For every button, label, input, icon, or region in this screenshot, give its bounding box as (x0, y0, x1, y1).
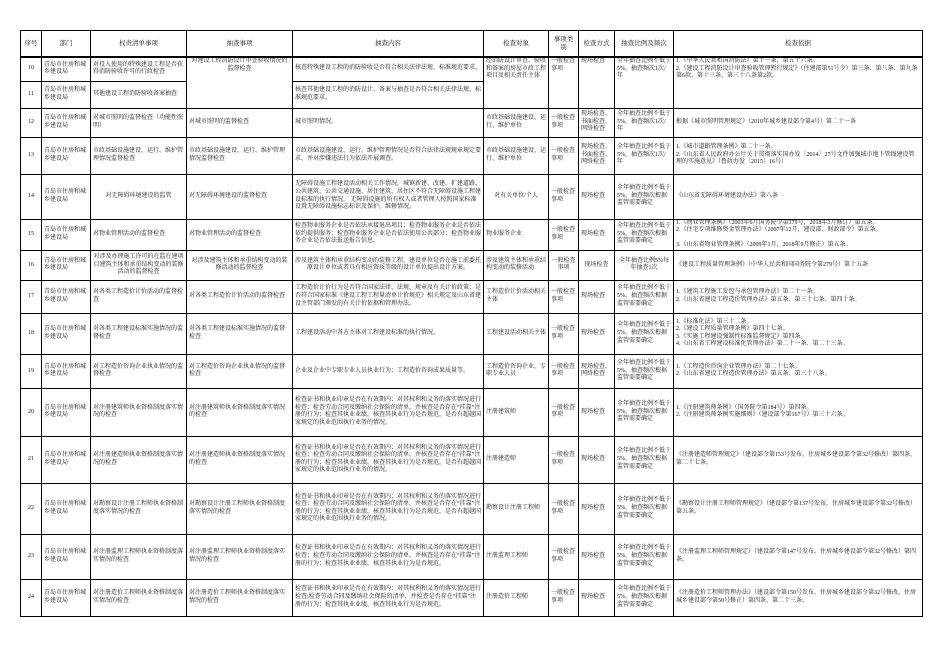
cell-check: 对涉及建筑主体和承重结构变动的装修活动的监督检查 (187, 250, 293, 280)
cell-method: 现场检查 (579, 313, 615, 354)
cell-basis: 1.《城市道路管理条例》第二十一条。 2.《山东省人民政府办公厅关于贯彻落实国办发〔2014〕27号文件加强城市地下管线建设管理的实施意见》（鲁政办发〔2015〕16号） (674, 137, 923, 174)
cell-target: 注册造价工程师 (484, 579, 549, 616)
cell-content: 城市照明情况。 (293, 108, 484, 137)
cell-check: 对注册造价工程师执业资格制度落实情况的检查 (187, 579, 293, 616)
cell-dept: 青岛市住房和城乡建设局 (42, 534, 91, 579)
cell-item: 对工程造价咨询企业执业情况的监督检查 (91, 354, 187, 388)
cell-basis: 《勘察设计注册工程师管理规定》（建设部令第137号发布，住房城乡建设部令第32号修改）第五条。 (674, 483, 923, 534)
cell-content: 涉及建筑主体和承重结构变动的装修工程，建设单位是否在施工前委托原设计单位或者具有相应资质等级的设计单位提出设计方案。 (293, 250, 484, 280)
table-row (21, 483, 923, 534)
cell-dept: 青岛市住房和城乡建设局 (42, 313, 91, 354)
cell-dept: 青岛市住房和城乡建设局 (42, 280, 91, 313)
cell-content: 核查其他建设工程的消防设计、备案与抽查是否符合相关法律法规、标准规范要求。 (293, 81, 484, 108)
cell-check: 对建设工程消防设计审查验收情况的监督检查 (187, 57, 293, 108)
cell-method: 现场检查、网络检查 (579, 354, 615, 388)
cell-type: 一般检查事项 (549, 57, 579, 108)
cell-target: 对有关单位/个人 (484, 174, 549, 219)
cell-item: 对城市照明的监督检查（功能性照明） (91, 108, 187, 137)
cell-check: 对工程造价咨询企业执业情况的监督检查 (187, 354, 293, 388)
cell-ratio: 全年抽查比例不低于5%，抽查频次1次/年 (615, 137, 674, 174)
cell-item: 对投入使用的特殊建设工程是否获得消防验收许可的行政检查 (91, 57, 187, 81)
table-row (21, 436, 923, 483)
cell-type: 一般检查事项 (549, 388, 579, 436)
cell-target: 工程造价咨询企业、专职专业人员 (484, 354, 549, 388)
table-row (21, 313, 923, 354)
cell-basis: 1.《工程造价咨询企业管理办法》第二十七条。 2.《山东省建设工程造价管理办法》第五条、第三十八条。 (674, 354, 923, 388)
table-row (21, 354, 923, 388)
cell-type: 一般检查事项 (549, 579, 579, 616)
cell-item: 对各类工程造价计价活动的监督检查 (91, 280, 187, 313)
cell-content: 企业及企业中专职专业人员执业行为；工程造价咨询成果质量等。 (293, 354, 484, 388)
table-row (21, 388, 923, 436)
cell-no: 15 (21, 219, 42, 250)
cell-item: 对注册造价工程师执业资格制度落实情况的检查 (91, 579, 187, 616)
cell-basis: 1.《标准化法》第三十二条。 2.《建设工程质量管理条例》第四十七条。 3.《实施工程建设强制性标准监督规定》第四条。 4.《山东省工程建设标准化管理办法》第二十一条、第二十三条。 (674, 313, 923, 354)
cell-check: 对无障碍环境建设的监督检查 (187, 174, 293, 219)
cell-target: 涉及建筑主体和承重结构变动的装修活动 (484, 250, 549, 280)
cell-type: 一般检查事项 (549, 436, 579, 483)
cell-basis: 1.《物业管理条例》（2003年6月国务院令第379号，2018年3月修订）第五条。 2.《住宅专项维修资金管理办法》（2007年12月，建设部、财政部令）第五条。 3.《山东省物业管理条例》（2009年1月，2018年9月修正）第五条。 (674, 219, 923, 250)
cell-basis: 《山东省无障碍环境建设办法》第八条 (674, 174, 923, 219)
cell-item: 市政基础设施建设、运行、维护管理情况监督检查 (91, 137, 187, 174)
cell-no: 20 (21, 388, 42, 436)
cell-basis: 《建设工程质量管理条例》（中华人民共和国国务院令第279号）第十五条 (674, 250, 923, 280)
cell-check: 对各类工程建设标准实施情况的监督检查 (187, 313, 293, 354)
cell-dept: 青岛市住房和城乡建设局 (42, 354, 91, 388)
cell-check: 对各类工程造价计价活动的监督检查 (187, 280, 293, 313)
cell-ratio: 全年抽查比例不低于5%，抽查频次根据监管需要确定 (615, 436, 674, 483)
cell-ratio: 全年抽查比例不低于5%，抽查频次根据监管需要确定 (615, 579, 674, 616)
cell-method: 现场检查 (579, 280, 615, 313)
table-row (21, 250, 923, 280)
cell-content: 检查证书和执业印章是否在有效期内；对其权利和义务的落实情况进行检查；检查劳动合同及缴纳社会保险的清单，并核查是否存在“挂靠”注册的行为；检查其执业业绩，核查其执业行为是否规范，是否有超越国家规定的执业范围执行业务的情况。 (293, 436, 484, 483)
cell-target: 市政基础设施建设、运行、维护单位 (484, 137, 549, 174)
cell-type: 一般检查事项 (549, 313, 579, 354)
header-target: 检查对象 (484, 31, 549, 58)
cell-method: 现场检查 (579, 436, 615, 483)
cell-target: 注册建造师 (484, 436, 549, 483)
cell-no: 22 (21, 483, 42, 534)
cell-target: 勘察设计注册工程师 (484, 483, 549, 534)
cell-method: 现场检查、书面检查、网络检查 (579, 137, 615, 174)
header-item: 权责清单事项 (91, 31, 187, 58)
cell-basis: 1.《注册建筑师条例》（国务院令第184号）第四条。 2.《注册建筑师条例实施细则》（建设部令第167号）第三十六条。 (674, 388, 923, 436)
cell-no: 21 (21, 436, 42, 483)
cell-check: 对注册建造师执业资格制度落实情况的检查 (187, 436, 293, 483)
cell-ratio: 全年抽查比例不低于5%，抽查频次1次/年 (615, 57, 674, 108)
cell-type: 一般检查事项 (549, 250, 579, 280)
cell-ratio: 全年抽查比例不低于5%，抽查频次根据监管需要确定 (615, 219, 674, 250)
cell-type: 一般检查事项 (549, 137, 579, 174)
cell-check: 市政基础设施建设、运行、维护管理情况监督检查 (187, 137, 293, 174)
cell-ratio: 全年抽查比例不低于5%，抽查频次根据监管需要确定 (615, 534, 674, 579)
cell-type: 一般检查事项 (549, 280, 579, 313)
header-content: 抽查内容 (293, 31, 484, 58)
table-row (21, 219, 923, 250)
table-row (21, 57, 923, 81)
cell-item: 对涉及办理施工许可的在监在建项目建筑主体和承重结构变动的装修活动的监督检查 (91, 250, 187, 280)
inspection-table (20, 30, 923, 617)
cell-no: 11 (21, 81, 42, 108)
cell-type: 一般检查事项 (549, 534, 579, 579)
cell-method: 现场检查 (579, 219, 615, 250)
cell-method: 现场检查 (579, 174, 615, 219)
cell-target: 工程建设活动相关主体 (484, 313, 549, 354)
cell-no: 18 (21, 313, 42, 354)
cell-content: 工程建设活动中各方主体对工程建设标准的执行情况。 (293, 313, 484, 354)
cell-content: 核查特殊建设工程的消防验收是否符合相关法律法规、标准规范要求。 (293, 57, 484, 81)
cell-type: 一般检查事项 (549, 483, 579, 534)
cell-no: 17 (21, 280, 42, 313)
cell-content: 市政基础设施建设、运行、维护管理情况是否符合法律法规规章规定要求，并对涉嫌违法行为依法开展调查。 (293, 137, 484, 174)
cell-check: 对城市照明的监督检查 (187, 108, 293, 137)
cell-ratio: 全年抽查比例不低于5%，抽查频次根据监管需要确定 (615, 174, 674, 219)
cell-target: 物业服务企业 (484, 219, 549, 250)
cell-type: 一般检查事项 (549, 354, 579, 388)
header-type: 事项类别 (549, 31, 579, 58)
cell-item: 对物业管理活动的监督检查 (91, 219, 187, 250)
cell-content: 检查证书和执业印章是否在有效期内；对其权利和义务的落实情况进行检查；检查劳动合同及缴纳社会保险的清单，并核查是否存在“挂靠”注册的行为；检查其执业业绩，核查其执业行为是否规范，是否有超越国家规定的执业范围执行业务的情况。 (293, 483, 484, 534)
cell-item: 对注册建筑师执业资格制度落实情况的检查 (91, 388, 187, 436)
header-dept: 部门 (42, 31, 91, 58)
table-row (21, 534, 923, 579)
table-row (21, 579, 923, 616)
cell-dept: 青岛市住房和城乡建设局 (42, 57, 91, 81)
cell-method: 现场检查 (579, 250, 615, 280)
header-basis: 检查依据 (674, 31, 923, 58)
cell-dept: 青岛市住房和城乡建设局 (42, 579, 91, 616)
cell-basis: 《注册建造师管理规定》（建设部令第153号发布，住房城乡建设部令第32号修改）第四条、第二十七条。 (674, 436, 923, 483)
cell-ratio: 全年抽查比例不低于5%，抽查频次根据监管需要确定 (615, 313, 674, 354)
table-body (21, 57, 923, 616)
cell-no: 19 (21, 354, 42, 388)
cell-item: 其他建设工程消防验收备案抽查 (91, 81, 187, 108)
header-row (21, 31, 923, 58)
cell-content: 检查物业服务企业是否依法承接退出项目；检查物业服务企业是否依法依约提供服务；检查物业服务企业是否依法使用公共部分；检查物业服务企业是否依法报送报告信息。 (293, 219, 484, 250)
cell-item: 对注册建造师执业资格制度落实情况的检查 (91, 436, 187, 483)
cell-basis: 1.《中华人民共和国消防法》第十一条、第五十六条。 2.《建设工程消防设计审查验收管理暂行规定》（住建部第51号令）第三条、第八条、第九条第6款、第十三条、第三十八条第2款。 (674, 57, 923, 108)
cell-dept: 青岛市住房和城乡建设局 (42, 81, 91, 108)
cell-no: 16 (21, 250, 42, 280)
cell-method: 现场检查 (579, 579, 615, 616)
cell-type: 一般检查事项 (549, 108, 579, 137)
cell-item: 对勘察设计注册工程师执业资格制度落实情况的检查 (91, 483, 187, 534)
cell-dept: 青岛市住房和城乡建设局 (42, 250, 91, 280)
cell-method: 现场检查 (579, 57, 615, 108)
cell-content: 工程造价计价行为是否符合国家法律、法规、规章及有关计价政策；是否符合国家标准《建设工程工程量清单计价规范》相关规定及山东省建设主管部门颁发的有关计价依据和管理办法。 (293, 280, 484, 313)
header-method: 检查方式 (579, 31, 615, 58)
cell-target: 注册建筑师 (484, 388, 549, 436)
cell-item: 对各类工程建设标准实施情况的监督检查 (91, 313, 187, 354)
cell-ratio: 全年抽查比例不低于5%，抽查频次根据监管需要确定 (615, 354, 674, 388)
cell-content: 检查证书和执业印章是否在有效期内；对其权利和义务的落实情况进行检查；检查劳动合同及缴纳社会保险的清单，并核查是否存在“挂靠”注册的行为；检查其执业业绩，核查其执业行为是否规范。 (293, 534, 484, 579)
cell-type: 一般检查事项 (549, 219, 579, 250)
cell-check: 对物业管理活动的监督检查 (187, 219, 293, 250)
cell-ratio: 全年抽查比例不低于5%，抽查频次根据监管需要确定 (615, 388, 674, 436)
cell-dept: 青岛市住房和城乡建设局 (42, 388, 91, 436)
cell-ratio: 全年抽查比例不低于5%，抽查频次根据监管需要确定 (615, 280, 674, 313)
cell-basis: 《注册监理工程师管理规定》（建设部令第147号发布，住房城乡建设部令第32号修改）第四条。 (674, 534, 923, 579)
cell-no: 12 (21, 108, 42, 137)
cell-content: 检查证书和执业印章是否在有效期内；对其权利和义务的落实情况进行检查;检查劳动合同及缴纳社会保险的清单，并检查是否存在“挂靠”注册的行为；检查其执业业绩，核查其执业行为是否规范。 (293, 579, 484, 616)
cell-no: 13 (21, 137, 42, 174)
table-row (21, 174, 923, 219)
cell-type: 一般检查事项 (549, 174, 579, 219)
cell-method: 现场检查 (579, 534, 615, 579)
cell-no: 23 (21, 534, 42, 579)
cell-method: 现场检查、书面检查、网络检查 (579, 108, 615, 137)
cell-no: 10 (21, 57, 42, 81)
cell-target: 工程造价计价活动相关主体 (484, 280, 549, 313)
cell-target: 注册监理工程师 (484, 534, 549, 579)
cell-target: 经消防设计审查、验收和备案的房屋市政工程项目及相关责任主体 (484, 57, 549, 108)
cell-ratio: 全年抽查比例5%每年抽查1次 (615, 250, 674, 280)
table-row (21, 108, 923, 137)
table-row (21, 280, 923, 313)
header-ratio: 抽查比例及频次 (615, 31, 674, 58)
cell-target: 市政基础设施建设、运行、维护单位 (484, 108, 549, 137)
cell-dept: 青岛市住房和城乡建设局 (42, 174, 91, 219)
cell-check: 对注册建筑师执业资格制度落实情况的检查 (187, 388, 293, 436)
cell-check: 对注册监理工程师执业资格制度落实情况的检查 (187, 534, 293, 579)
cell-method: 现场检查 (579, 388, 615, 436)
header-no: 序号 (21, 31, 42, 58)
cell-basis: 1.《建筑工程施工发包与承包管理办法》第二十一条。 2.《山东省建设工程造价管理办法》第五条、第三十七条、第四十条。 (674, 280, 923, 313)
cell-ratio: 全年抽查比例不低于5%，抽查频次根据监管需要确定 (615, 483, 674, 534)
cell-dept: 青岛市住房和城乡建设局 (42, 436, 91, 483)
cell-item: 对无障碍环境建设的监管 (91, 174, 187, 219)
cell-no: 14 (21, 174, 42, 219)
table-row (21, 137, 923, 174)
cell-dept: 青岛市住房和城乡建设局 (42, 137, 91, 174)
cell-ratio: 全年抽查比例不低于5%，抽查频次1次/年 (615, 108, 674, 137)
cell-check: 对勘察设计注册工程师执业资格制度落实情况的检查 (187, 483, 293, 534)
header-check: 抽查事项 (187, 31, 293, 58)
cell-content: 检查证书和执业印章是否在有效期内；对其权利和义务的落实情况进行检查；检查劳动合同及缴纳社会保险的清单，并核查是否存在“挂靠”注册的行为；检查其执业业绩，核查其执业行为是否规范，是否有超越国家规定的执业范围执行业务的情况。 (293, 388, 484, 436)
cell-dept: 青岛市住房和城乡建设局 (42, 483, 91, 534)
cell-basis: 《注册造价工程师管理办法》（建设部令第150号发布，住房城乡建设部令第32号修改，住房城乡建设部令第50号修正）第四条、第二十三条。 (674, 579, 923, 616)
cell-dept: 青岛市住房和城乡建设局 (42, 108, 91, 137)
cell-dept: 青岛市住房和城乡建设局 (42, 219, 91, 250)
cell-no: 24 (21, 579, 42, 616)
cell-method: 现场检查 (579, 483, 615, 534)
cell-content: 无障碍设施工程建设活动相关工作情况。城镇新建、改建、扩建道路、公共建筑、公共交通设施、居住建筑、居住区不符合无障碍设施工程建设标准的执行情况。 无障碍设施的所有权人或者管理人按照国家标准设置无障碍设施标志标识及保护、维修情况。 (293, 174, 484, 219)
cell-item: 对注册监理工程师执业资格制度落实情况的检查 (91, 534, 187, 579)
cell-basis: 根据《城市照明管理规定》（2010年城乡建设部令第4号）第二十一条 (674, 108, 923, 137)
